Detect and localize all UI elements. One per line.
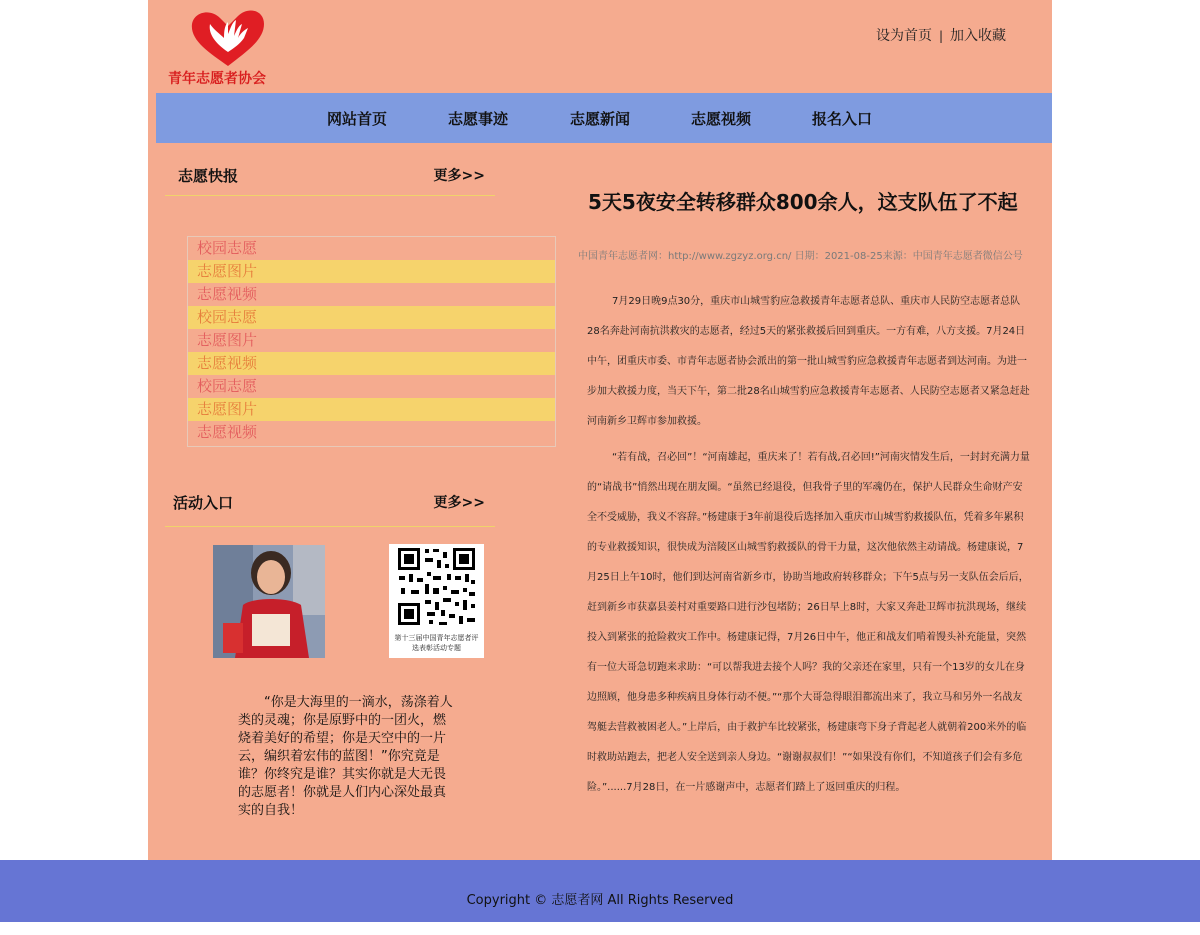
list-item[interactable]: 志愿视频 [188,283,555,306]
top-links [876,25,1006,45]
article-title: 5天5夜安全转移群众800余人，这支队伍了不起 [588,190,1018,214]
article-paragraph: “若有战，召必回”！“河南雄起，重庆来了！若有战,召必回!”河南灾情发生后，一封封充满力量的“请战书”悄然出现在朋友圈。“虽然已经退役，但我骨子里的军魂仍在，保护人民群众生命财产安全不受威胁，我义不容辞。”杨建康于3年前退役后选择加入重庆市山城雪豹救援队伍，凭着多年累积的专业救援知识，很快成为涪陵区山城雪豹救援队的骨干力量，这次他依然主动请战。杨建康说，7月25日上午10时，他们到达河南省新乡市，协助当地政府转移群众；下午5点与另一支队伍会后后，赶到新乡市获嘉县姜村对重要路口进行沙包堵防；26日早上8时，大家又奔赴卫辉市抗洪现场，继续投入到紧张的抢险救灾工作中。杨建康记得，7月26日中午，他正和战友们啃着馒头补充能量，突然有一位大哥急切跑来求助：“可以帮我进去接个人吗？我的父亲还在家里，只有一个13岁的女儿在身边照顾，他身患多种疾病且身体行动不便。”“那个大哥急得眼泪都流出来了，我立马和另外一名战友驾艇去营救被困老人。”上岸后，由于救护车比较紧张，杨建康弯下身子背起老人就朝着200米外的临时救助站跑去，把老人安全送到亲人身边。“谢谢叔叔们！”“如果没有你们，不知道孩子们会有多危险。”......7月28日，在一片感谢声中，志愿者们踏上了返回重庆的归程。 [587,452,1030,793]
volunteer-quote: “你是大海里的一滴水，荡涤着人类的灵魂；你是原野中的一团火，燃烧着美好的希望；你是天空中的一片云，编织着宏伟的蓝图！”你究竟是谁？你终究是谁？其实你就是大无畏的志愿者！你就是人们内心深处最真实的自我！ [238,695,453,818]
footer [0,860,1200,922]
list-item[interactable]: 志愿图片 [188,260,555,283]
activity-more-link[interactable]: 更多>> [433,495,485,511]
list-item[interactable]: 志愿图片 [188,398,555,421]
logo-text: 青年志愿者协会 [168,71,266,87]
news-section-title: 志愿快报 [178,167,239,185]
article-meta: 中国青年志愿者网：http://www.zgzyz.org.cn/ 日期：2021-08-25来源：中国青年志愿者微信公号 [578,251,1023,262]
footer-copyright: Copyright © 志愿者网 All Rights Reserved [466,893,734,908]
list-item[interactable]: 校园志愿 [188,306,555,329]
volunteer-photo[interactable] [213,545,325,658]
activity-section-header [165,489,495,527]
main-nav [156,93,1052,143]
qr-code[interactable] [389,544,484,658]
list-item[interactable]: 志愿图片 [188,329,555,352]
activity-section-title: 活动入口 [173,494,234,512]
list-item[interactable]: 志愿视频 [188,421,555,444]
news-list [187,236,556,447]
add-favorite-link[interactable]: 加入收藏 [950,28,1007,44]
qr-caption: 第十三届中国青年志愿者评选表彰活动专题 [394,634,479,652]
news-section-header [165,162,495,196]
nav-item-signup[interactable]: 报名入口 [812,110,873,128]
link-separator: | [939,29,944,43]
article-paragraph: 7月29日晚9点30分，重庆市山城雪豹应急救援青年志愿者总队、重庆市人民防空志愿者总队28名奔赴河南抗洪救灾的志愿者，经过5天的紧张救援后回到重庆。一方有难，八方支援。7月24日中午，团重庆市委、市青年志愿者协会派出的第一批山城雪豹应急救援青年志愿者到达河南。为进一步加大救援力度，当天下午，第二批28名山城雪豹应急救援青年志愿者、人民防空志愿者又紧急赶赴河南新乡卫辉市参加救援。 [587,296,1030,427]
set-home-link[interactable]: 设为首页 [876,28,932,44]
list-item[interactable]: 校园志愿 [188,237,555,260]
list-item[interactable]: 志愿视频 [188,352,555,375]
list-item[interactable]: 校园志愿 [188,375,555,398]
nav-item-home[interactable]: 网站首页 [327,110,388,128]
news-more-link[interactable]: 更多>> [433,168,485,184]
nav-item-videos[interactable]: 志愿视频 [691,110,752,128]
nav-item-deeds[interactable]: 志愿事迹 [448,110,509,128]
nav-item-news[interactable]: 志愿新闻 [570,110,631,128]
